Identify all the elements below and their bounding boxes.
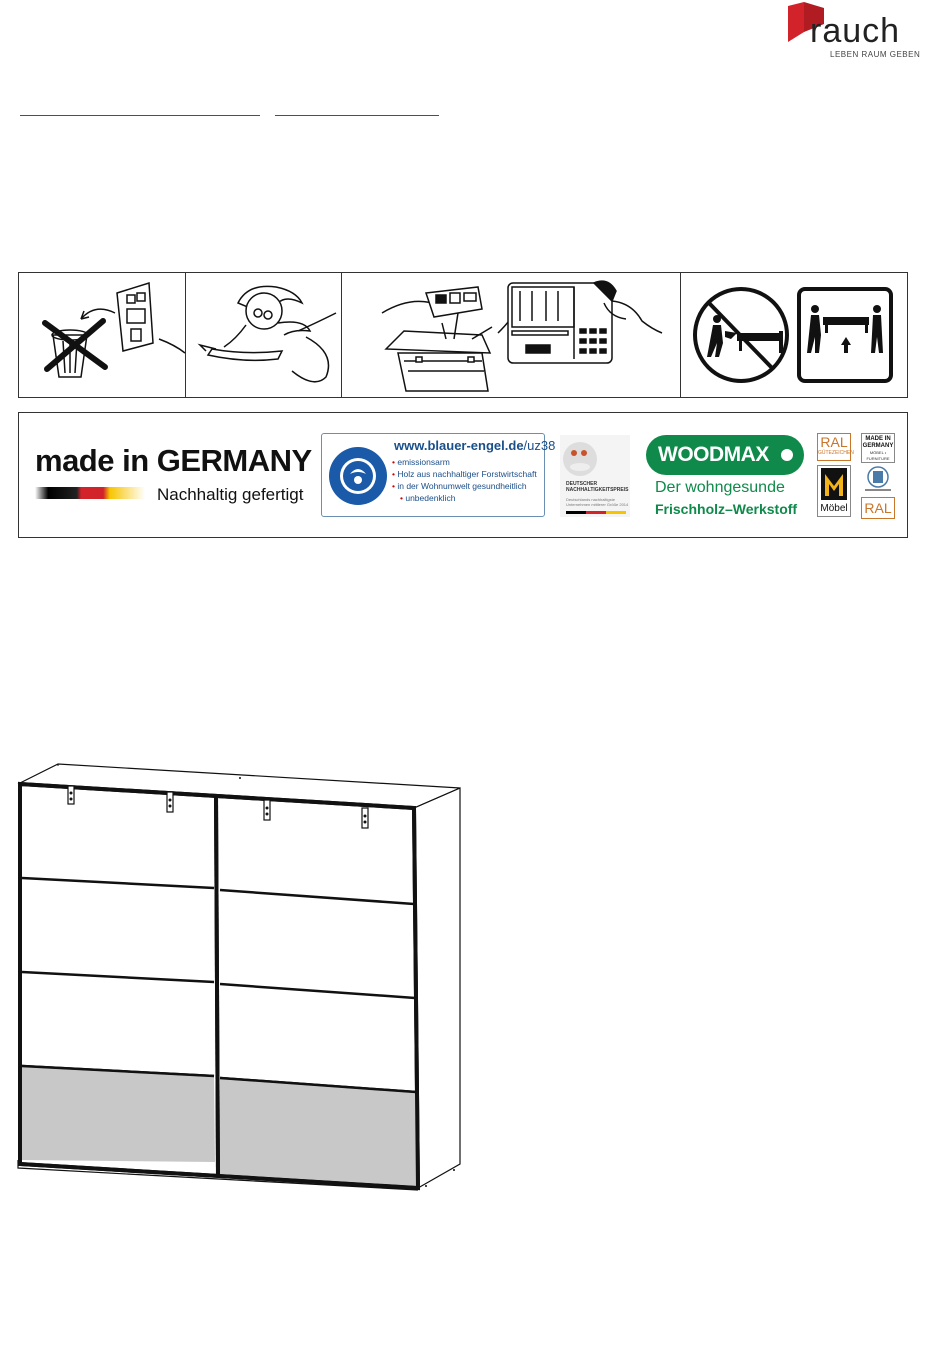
german-flag-stripe-icon — [35, 487, 145, 499]
quality-seal-icon — [861, 465, 895, 495]
flag-mini-icon — [566, 511, 626, 514]
blauer-engel-bullets — [392, 456, 537, 504]
logo-brand: rauch — [810, 12, 901, 50]
person-reading-icon — [186, 273, 342, 397]
read-instructions-panel — [186, 273, 342, 397]
nachhaltigkeitspreis-title: DEUTSCHER NACHHALTIGKEITSPREIS — [566, 481, 629, 493]
bullet-item: • emissionsarm — [392, 456, 537, 468]
moebel-text: Möbel — [820, 503, 848, 514]
file-folder-icon — [342, 273, 681, 397]
link-underline-2[interactable] — [275, 115, 439, 116]
sliding-door-wardrobe-illustration — [14, 760, 464, 1200]
woodmax-dot-icon — [780, 448, 794, 462]
mig-badge-text: MADE IN GERMANY — [862, 436, 894, 449]
mig-furniture-badge — [861, 433, 895, 463]
ral-top-sub: GÜTEZEICHEN — [818, 450, 854, 456]
no-trash-icon — [19, 273, 186, 397]
no-discard-instructions-panel — [19, 273, 186, 397]
blauer-engel-label — [321, 433, 556, 517]
nachhaltigkeitspreis-badge — [560, 435, 630, 517]
nachhaltigkeitspreis-orb-icon — [560, 435, 630, 479]
keep-documents-panel — [342, 273, 681, 397]
woodmax-badge — [646, 435, 804, 475]
golden-m-icon — [818, 466, 850, 502]
woodmax-line2: Frischholz–Werkstoff — [655, 501, 798, 517]
rauch-logo — [786, 2, 921, 62]
bullet-item: • unbedenklich — [392, 492, 537, 504]
made-in-germany-title: made in GERMANY — [35, 443, 312, 478]
lift-furniture-panel — [681, 273, 909, 397]
instruction-pictograms — [18, 272, 908, 398]
ral-bottom-badge — [861, 497, 895, 519]
woodmax-badge-text: WOODMAX — [658, 443, 769, 466]
link-underline-1[interactable] — [20, 115, 260, 116]
no-drag-furniture-icon — [681, 273, 909, 397]
made-in-germany-subtitle: Nachhaltig gefertigt — [157, 485, 304, 504]
blauer-engel-url: www.blauer-engel.de/uz38 — [394, 438, 556, 453]
bullet-item: • in der Wohnumwelt gesundheitlich — [392, 480, 537, 492]
ral-bottom-text: RAL — [864, 500, 892, 516]
woodmax-line1: Der wohngesunde — [655, 479, 785, 496]
nachhaltigkeitspreis-sub: Deutschlands nachhaltigste Unternehmen mittlerer Größe 2014 — [566, 497, 629, 507]
mig-badge-sub: MÖBEL • FURNITURE — [866, 450, 890, 461]
blauer-engel-seal-icon — [328, 446, 388, 506]
ral-top-text: RAL — [820, 434, 848, 450]
logo-tagline: LEBEN RAUM GEBEN — [830, 50, 921, 59]
certification-bar — [18, 412, 908, 538]
ral-guetezeichen-badge — [817, 433, 854, 461]
moebel-guetezeichen-badge — [817, 465, 851, 517]
bullet-item: • Holz aus nachhaltiger Forstwirtschaft — [392, 468, 537, 480]
